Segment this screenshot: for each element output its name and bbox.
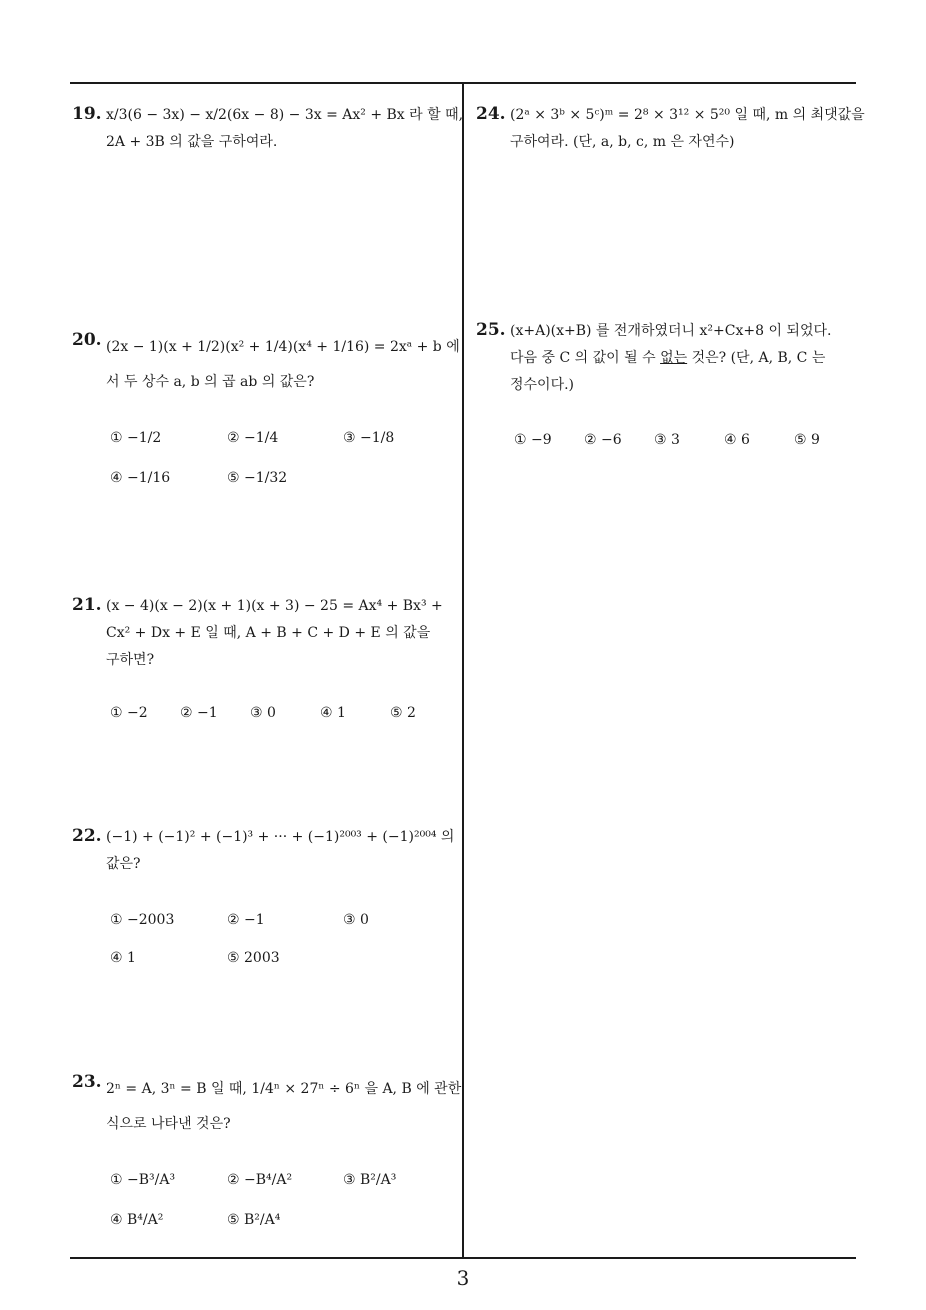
problem-line: (2x − 1)(x + 1/2)(x² + 1/4)(x⁴ + 1/16) = 2xᵃ + b 에 <box>106 339 460 355</box>
problem-number: 21. <box>72 595 102 615</box>
problem-line: 2ⁿ = A, 3ⁿ = B 일 때, 1/4ⁿ × 27ⁿ ÷ 6ⁿ 을 A, B 에 관한 <box>106 1081 462 1097</box>
problem-line-part: 것은? (단, A, B, C 는 <box>687 350 826 366</box>
problem-text <box>510 318 831 399</box>
choice-4[interactable]: ④ −1/16 <box>110 470 171 486</box>
choice-2[interactable]: ② −6 <box>584 432 622 448</box>
choice-5[interactable]: ⑤ −1/32 <box>227 470 288 486</box>
problem-text <box>510 102 865 156</box>
problem-line: 2A + 3B 의 값을 구하여라. <box>106 134 278 150</box>
problem-number: 24. <box>476 104 506 124</box>
choice-3[interactable]: ③ 3 <box>654 432 680 448</box>
problem-line: (2ᵃ × 3ᵇ × 5ᶜ)ᵐ = 2⁸ × 3¹² × 5²⁰ 일 때, m 의 최댓값을 <box>510 107 865 123</box>
choice-5[interactable]: ⑤ B²/A⁴ <box>227 1212 281 1228</box>
choice-4[interactable]: ④ B⁴/A² <box>110 1212 164 1228</box>
problem-number: 20. <box>72 330 102 350</box>
problem-line: (x − 4)(x − 2)(x + 1)(x + 3) − 25 = Ax⁴ + Bx³ + <box>106 598 443 614</box>
choice-3[interactable]: ③ B²/A³ <box>343 1172 397 1188</box>
choice-4[interactable]: ④ 1 <box>320 705 346 721</box>
choice-1[interactable]: ① −B³/A³ <box>110 1172 176 1188</box>
problem-line: 식으로 나타낸 것은? <box>106 1116 231 1132</box>
problem-line-part: 다음 중 C 의 값이 될 수 <box>510 350 661 366</box>
problem-line: (x+A)(x+B) 를 전개하였더니 x²+Cx+8 이 되었다. <box>510 323 832 339</box>
problem-line: 값은? <box>106 856 141 872</box>
column-divider <box>462 83 464 1258</box>
problem-number: 22. <box>72 826 102 846</box>
problem-number: 25. <box>476 320 506 340</box>
page-number: 3 <box>456 1266 470 1290</box>
problem-text <box>106 593 443 674</box>
problem-text <box>106 334 460 396</box>
choice-1[interactable]: ① −2 <box>110 705 148 721</box>
problem-line: 정수이다.) <box>510 377 575 393</box>
choice-5[interactable]: ⑤ 9 <box>794 432 820 448</box>
problem-line: 구하여라. (단, a, b, c, m 은 자연수) <box>510 134 735 150</box>
problem-line: 서 두 상수 a, b 의 곱 ab 의 값은? <box>106 374 315 390</box>
problem-number: 23. <box>72 1072 102 1092</box>
choice-1[interactable]: ① −2003 <box>110 912 175 928</box>
choice-4[interactable]: ④ 6 <box>724 432 750 448</box>
problem-line <box>510 345 831 372</box>
choice-2[interactable]: ② −1/4 <box>227 430 279 446</box>
problem-line: 구하면? <box>106 652 155 668</box>
problem-number: 19. <box>72 104 102 124</box>
choice-3[interactable]: ③ −1/8 <box>343 430 395 446</box>
choice-5[interactable]: ⑤ 2 <box>390 705 416 721</box>
problem-text <box>106 824 454 878</box>
choice-2[interactable]: ② −1 <box>227 912 265 928</box>
choice-1[interactable]: ① −1/2 <box>110 430 162 446</box>
problem-line: (−1) + (−1)² + (−1)³ + ··· + (−1)²⁰⁰³ + (−1)²⁰⁰⁴ 의 <box>106 829 455 845</box>
choice-2[interactable]: ② −B⁴/A² <box>227 1172 293 1188</box>
problem-text <box>106 102 463 156</box>
choice-2[interactable]: ② −1 <box>180 705 218 721</box>
problem-line: x/3(6 − 3x) − x/2(6x − 8) − 3x = Ax² + Bx 라 할 때, <box>106 107 464 123</box>
choice-4[interactable]: ④ 1 <box>110 950 136 966</box>
problem-text <box>106 1076 461 1138</box>
underlined-emphasis: 없는 <box>660 350 688 366</box>
choice-5[interactable]: ⑤ 2003 <box>227 950 280 966</box>
problem-line: Cx² + Dx + E 일 때, A + B + C + D + E 의 값을 <box>106 625 431 641</box>
choice-3[interactable]: ③ 0 <box>250 705 276 721</box>
choice-1[interactable]: ① −9 <box>514 432 552 448</box>
choice-3[interactable]: ③ 0 <box>343 912 369 928</box>
